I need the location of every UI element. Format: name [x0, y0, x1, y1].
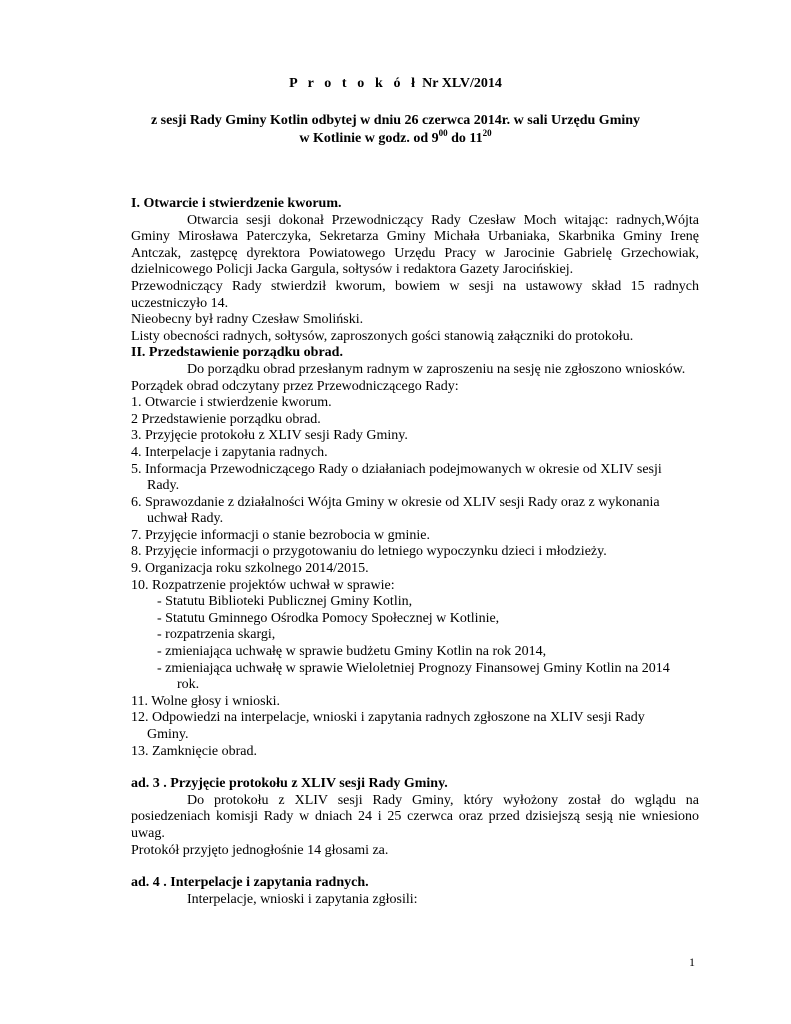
protocol-body — [131, 196, 699, 908]
agenda-item-number: 9. — [131, 561, 142, 577]
agenda-item — [131, 462, 699, 495]
agenda-item-text: Przyjęcie informacji o stanie bezrobocia w gminie. — [141, 527, 430, 543]
agenda-subitem: - zmieniająca uchwałę w sprawie budżetu Gminy Kotlin na rok 2014, — [157, 644, 547, 660]
agenda-item-text: Przedstawienie porządku obrad. — [138, 411, 321, 427]
title-number: Nr XLV/2014 — [422, 76, 502, 91]
agenda-item-number: 7. — [131, 527, 142, 543]
subtitle-line-1: z sesji Rady Gminy Kotlin odbytej w dniu 26 czerwca 2014r. w sali Urzędu Gminy — [150, 113, 641, 128]
protocol-subtitle — [0, 112, 791, 148]
agenda-item-continuation: Gminy. — [147, 727, 189, 742]
agenda-subitem-continuation: rok. — [177, 677, 200, 693]
agenda-list — [131, 395, 699, 594]
section-1-quorum-paragraph: Przewodniczący Rady stwierdził kworum, bowiem w sesji na ustawowy skład 15 radnych uczestniczyło 14. — [131, 278, 699, 311]
agenda-item-number: 10. — [131, 577, 149, 593]
agenda-item — [131, 561, 699, 578]
subtitle-line-2-start: w Kotlinie w godz. od 9 — [299, 131, 439, 146]
agenda-item-text: Otwarcie i stwierdzenie kworum. — [141, 395, 332, 411]
section-1-opening-paragraph: Otwarcia sesji dokonał Przewodniczący Rady Czesław Moch witając: radnych,Wójta Gminy Mirosława Paterczyka, Sekretarza Gminy Michała Urbaniaka, Skarbnika Gminy Irenę Antczak, zastępcę dyrektora Powiatowego Urzędu Pracy w Jarocinie Gabrielę Grzechowiak, dzielnicowego Policji Jacka Gargula, sołtysów i redaktora Gazety Jarocińskiej. — [131, 212, 699, 278]
agenda-subitem: - Statutu Gminnego Ośrodka Pomocy Społecznej w Kotlinie, — [157, 610, 500, 626]
agenda-item — [131, 428, 699, 445]
agenda-item-text: Rozpatrzenie projektów uchwał w sprawie: — [148, 577, 395, 593]
agenda-item-text: Wolne głosy i wnioski. — [147, 693, 280, 709]
ad-3-paragraph: Do protokołu z XLIV sesji Rady Gminy, który wyłożony został do wglądu na posiedzeniach komisji Rady w dniach 24 i 25 czerwca oraz przed dzisiejszą sesją nie wniesiono uwag. — [131, 792, 699, 841]
agenda-subitem: - Statutu Biblioteki Publicznej Gminy Kotlin, — [157, 594, 413, 610]
agenda-item-number: 11. — [131, 693, 148, 709]
end-time-minutes: 20 — [482, 128, 492, 138]
section-1-heading: I. Otwarcie i stwierdzenie kworum. — [131, 196, 342, 211]
agenda-item-number: 4. — [131, 444, 142, 460]
agenda-item-text: Interpelacje i zapytania radnych. — [141, 444, 328, 460]
agenda-item-continuation: uchwał Rady. — [147, 511, 224, 527]
section-2-motions-paragraph: Do porządku obrad przesłanym radnym w zaproszeniu na sesję nie zgłoszono wniosków. — [187, 361, 686, 377]
agenda-item-number: 5. — [131, 461, 142, 477]
agenda-item-number: 8. — [131, 544, 142, 560]
agenda-item — [131, 528, 699, 545]
agenda-list-end — [131, 694, 699, 760]
agenda-item-number: 2 — [131, 411, 138, 427]
page-number: 1 — [689, 955, 695, 969]
agenda-item — [131, 578, 699, 595]
agenda-item-text: Informacja Przewodniczącego Rady o działaniach podejmowanych w okresie od XLIV sesji — [141, 461, 662, 477]
agenda-item-number: 1. — [131, 395, 142, 411]
ad-4-heading: ad. 4 . Interpelacje i zapytania radnych. — [131, 875, 369, 891]
subtitle-line-2-mid: do 11 — [447, 131, 483, 146]
agenda-item-text: Organizacja roku szkolnego 2014/2015. — [141, 561, 369, 577]
agenda-item — [131, 395, 699, 412]
ad-3-heading: ad. 3 . Przyjęcie protokołu z XLIV sesji Rady Gminy. — [131, 776, 448, 792]
agenda-item-number: 12. — [131, 710, 149, 726]
agenda-item-number: 3. — [131, 428, 142, 444]
agenda-item — [131, 544, 699, 561]
agenda-item-number: 13. — [131, 743, 149, 759]
agenda-item-text: Przyjęcie informacji o przygotowaniu do letniego wypoczynku dzieci i młodzieży. — [141, 544, 607, 560]
agenda-item-text: Odpowiedzi na interpelacje, wnioski i zapytania radnych zgłoszone na XLIV sesji Rady — [148, 710, 645, 726]
ad-4-paragraph: Interpelacje, wnioski i zapytania zgłosili: — [187, 891, 418, 907]
agenda-item — [131, 744, 699, 761]
section-2-agenda-intro: Porządek obrad odczytany przez Przewodniczącego Rady: — [131, 378, 459, 394]
agenda-item — [131, 445, 699, 462]
ad-3-vote-paragraph: Protokół przyjęto jednogłośnie 14 głosami za. — [131, 842, 389, 858]
agenda-item-text: Zamknięcie obrad. — [148, 743, 257, 759]
start-time-minutes: 00 — [438, 128, 448, 138]
agenda-item-continuation: Rady. — [147, 478, 180, 494]
protocol-title — [0, 76, 791, 93]
section-2-heading: II. Przedstawienie porządku obrad. — [131, 345, 343, 361]
title-prefix: P r o t o k ó ł — [289, 76, 419, 91]
agenda-item — [131, 412, 699, 429]
agenda-item — [131, 495, 699, 528]
agenda-item-number: 6. — [131, 494, 142, 510]
agenda-subitem: - zmieniająca uchwałę w sprawie Wieloletniej Prognozy Finansowej Gminy Kotlin na 2014 — [157, 660, 670, 676]
agenda-subitem: - rozpatrzenia skargi, — [157, 627, 276, 643]
agenda-item-text: Przyjęcie protokołu z XLIV sesji Rady Gminy. — [141, 428, 408, 444]
agenda-item-text: Sprawozdanie z działalności Wójta Gminy w okresie od XLIV sesji Rady oraz z wykonania — [141, 494, 660, 510]
section-1-absent-paragraph: Nieobecny był radny Czesław Smoliński. — [131, 312, 364, 328]
subtitle-line-2 — [0, 130, 791, 148]
agenda-item — [131, 694, 699, 711]
section-1-attendance-paragraph: Listy obecności radnych, sołtysów, zaproszonych gości stanowią załączniki do protokołu. — [131, 328, 634, 344]
agenda-item — [131, 710, 699, 743]
